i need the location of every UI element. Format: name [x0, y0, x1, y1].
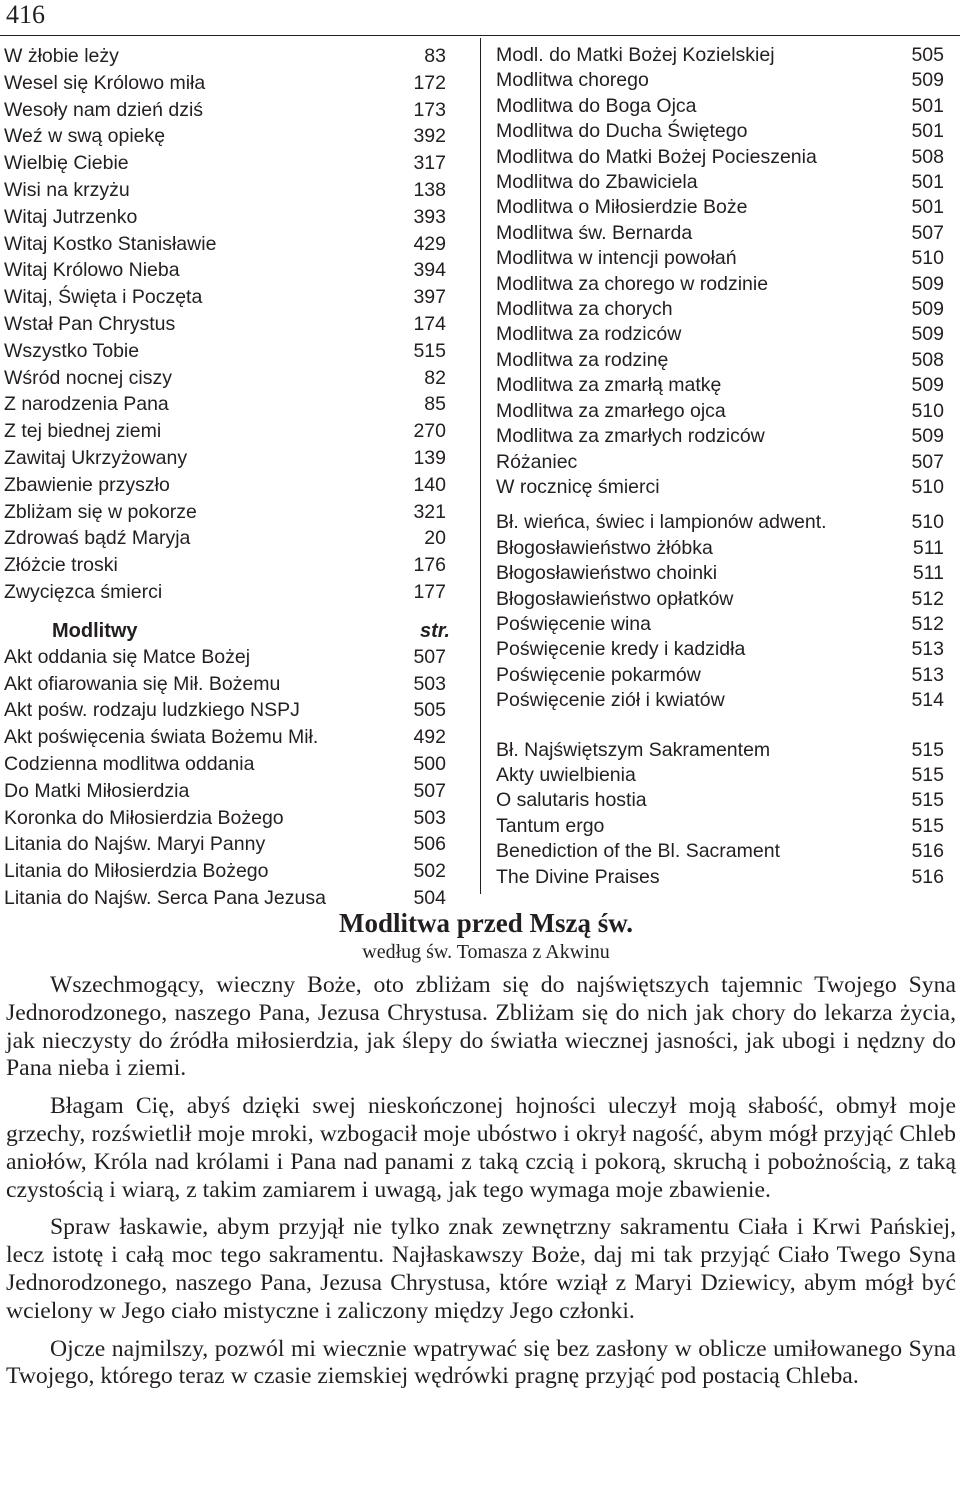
entry-page-number: 515	[911, 789, 944, 812]
entry-page-number: 500	[413, 752, 446, 775]
entry-page-number: 501	[911, 94, 944, 117]
entry-title: Modlitwa za zmarłą matkę	[496, 374, 722, 397]
entry-page-number: 321	[413, 500, 446, 523]
entry-page-number: 82	[424, 366, 446, 389]
index-entry	[496, 348, 944, 373]
entry-title: Błogosławieństwo opłatków	[496, 587, 734, 610]
entry-title: Akt poświęcenia świata Bożemu Mił.	[4, 726, 319, 749]
entry-title: Poświęcenie kredy i kadzidła	[496, 638, 746, 661]
index-entry	[496, 170, 944, 195]
entry-title: Modlitwa za zmarłych rodziców	[496, 425, 765, 448]
entry-page-number: 392	[413, 125, 446, 148]
entry-title: Modlitwa św. Bernarda	[496, 221, 693, 244]
prayer-body	[6, 972, 956, 1391]
prayers-heading-page-label: str.	[419, 619, 450, 642]
index-entry	[4, 499, 450, 526]
index-entry	[4, 552, 450, 579]
entry-page-number: 507	[911, 450, 944, 473]
entry-title: The Divine Praises	[496, 865, 660, 888]
entry-title: Modlitwa do Ducha Świętego	[496, 120, 748, 143]
entry-page-number: 492	[413, 726, 446, 749]
entry-title: Bł. Najświętszym Sakramentem	[496, 738, 771, 761]
index-entry	[4, 644, 450, 671]
index-entry	[4, 311, 450, 338]
index-entry	[4, 391, 450, 418]
index-entry	[4, 365, 450, 392]
entry-title: Modlitwa do Matki Bożej Pocieszenia	[496, 145, 817, 168]
entry-title: Benediction of the Bl. Sacrament	[496, 840, 780, 863]
entry-page-number: 393	[413, 205, 446, 228]
index-entry	[496, 688, 944, 713]
entry-page-number: 503	[413, 672, 446, 695]
entry-page-number: 173	[413, 98, 446, 121]
entry-page-number: 83	[424, 45, 446, 67]
index-entry	[496, 246, 944, 271]
index-entry	[496, 195, 944, 220]
entry-title: Koronka do Miłosierdzia Bożego	[4, 806, 284, 829]
index-entry	[4, 805, 450, 832]
entry-page-number: 20	[424, 527, 446, 550]
index-entry	[4, 204, 450, 231]
index-entry	[4, 123, 450, 150]
entry-title: Tantum ergo	[496, 814, 605, 837]
index-entry	[4, 579, 450, 606]
index-entry	[496, 865, 944, 890]
index-left-column	[4, 43, 450, 912]
entry-title: Akt oddania się Matce Bożej	[4, 645, 251, 668]
entry-title: Modlitwa do Boga Ojca	[496, 94, 697, 117]
entry-title: Modlitwa chorego	[496, 69, 649, 92]
entry-title: Poświęcenie wina	[496, 612, 652, 635]
index-entry	[496, 738, 944, 763]
prayer-index-list-left	[4, 644, 450, 912]
entry-page-number: 516	[911, 865, 944, 888]
entry-title: O salutaris hostia	[496, 789, 647, 812]
entry-page-number: 506	[413, 833, 446, 856]
entry-title: Modl. do Matki Bożej Kozielskiej	[496, 44, 775, 66]
entry-page-number: 503	[413, 806, 446, 829]
index-entry	[496, 94, 944, 119]
entry-page-number: 176	[413, 554, 446, 577]
entry-page-number: 516	[911, 840, 944, 863]
index-entry	[4, 231, 450, 258]
entry-page-number: 509	[911, 272, 944, 295]
entry-title: Wstał Pan Chrystus	[4, 312, 176, 335]
entry-page-number: 509	[911, 374, 944, 397]
entry-title: Weź w swą opiekę	[4, 125, 166, 148]
entry-title: Akty uwielbienia	[496, 763, 636, 786]
index-entry	[496, 450, 944, 475]
index-entry	[496, 272, 944, 297]
index-entry	[4, 724, 450, 751]
index-entry	[496, 475, 944, 500]
entry-page-number: 504	[413, 886, 446, 909]
index-entry	[496, 424, 944, 449]
entry-title: Litania do Miłosierdzia Bożego	[4, 860, 269, 883]
entry-title: Do Matki Miłosierdzia	[4, 779, 190, 802]
entry-title: Wesel się Królowo miła	[4, 71, 206, 94]
entry-title: Bł. wieńca, świec i lampionów adwent.	[496, 511, 827, 534]
entry-title: Akt pośw. rodzaju ludzkiego NSPJ	[4, 699, 300, 722]
entry-page-number: 513	[911, 638, 944, 661]
index-entry	[4, 778, 450, 805]
entry-page-number: 502	[413, 860, 446, 883]
top-rule	[0, 35, 960, 36]
index-entry	[496, 612, 944, 637]
entry-page-number: 509	[911, 323, 944, 346]
entry-page-number: 177	[413, 580, 446, 603]
entry-title: Witaj Kostko Stanisławie	[4, 232, 217, 255]
entry-title: Poświęcenie ziół i kwiatów	[496, 689, 725, 712]
prayer-index-group-1	[496, 43, 944, 500]
index-entry	[496, 663, 944, 688]
prayer-subtitle: według św. Tomasza z Akwinu	[362, 941, 610, 963]
index-entry	[4, 671, 450, 698]
entry-page-number: 515	[911, 763, 944, 786]
group-spacer	[496, 500, 944, 510]
index-entry	[496, 814, 944, 839]
entry-page-number: 515	[911, 814, 944, 837]
index-entry	[4, 284, 450, 311]
entry-page-number: 514	[911, 689, 944, 712]
entry-title: Codzienna modlitwa oddania	[4, 752, 255, 775]
entry-title: Wielbię Ciebie	[4, 152, 129, 175]
entry-page-number: 515	[413, 339, 446, 362]
entry-title: Litania do Najśw. Maryi Panny	[4, 833, 266, 856]
entry-page-number: 85	[424, 393, 446, 416]
entry-page-number: 270	[413, 420, 446, 443]
entry-title: Modlitwa do Zbawiciela	[496, 171, 698, 194]
prayers-section-heading	[4, 618, 450, 644]
index-entry	[4, 445, 450, 472]
prayer-paragraph: Wszechmogący, wieczny Boże, oto zbliżam się do najświętszych tajemnic Twojego Syna Jednorodzonego, naszego Pana, Jezusa Chrystusa. Zbliżam się do nich jak chory do lekarza życia, jak nieczysty do źródła miłosierdzia, jak ślepy do światła wiecznej jasności, jak ubogi i nędzny do Pana nieba i ziemi.	[6, 972, 956, 1082]
index-entry	[496, 561, 944, 586]
index-entry	[4, 43, 450, 70]
entry-page-number: 509	[911, 425, 944, 448]
entry-page-number: 174	[413, 312, 446, 335]
entry-page-number: 172	[413, 71, 446, 94]
entry-page-number: 140	[413, 473, 446, 496]
index-entry	[4, 418, 450, 445]
entry-page-number: 501	[911, 196, 944, 219]
entry-page-number: 511	[912, 536, 944, 559]
entry-title: Witaj, Święta i Poczęta	[4, 286, 203, 309]
index-entry	[4, 858, 450, 885]
entry-page-number: 394	[413, 259, 446, 282]
entry-title: Zbliżam się w pokorze	[4, 500, 197, 523]
index-entry	[4, 150, 450, 177]
entry-title: Akt ofiarowania się Mił. Bożemu	[4, 672, 281, 695]
entry-title: Witaj Królowo Nieba	[4, 259, 180, 282]
index-entry	[496, 839, 944, 864]
entry-page-number: 138	[413, 178, 446, 201]
index-entry	[4, 338, 450, 365]
index-right-column	[496, 43, 944, 890]
page-number: 416	[6, 0, 45, 29]
entry-title: Modlitwa w intencji powołań	[496, 247, 737, 270]
prayer-paragraph: Ojcze najmilszy, pozwól mi wiecznie wpatrywać się bez zasłony w oblicze umiłowanego Syna Twojego, którego teraz w czasie ziemskiej wędrówki pragnę przyjąć pod postacią Chleba.	[6, 1335, 956, 1390]
group-spacer	[496, 714, 944, 738]
entry-page-number: 510	[911, 247, 944, 270]
index-entry	[496, 637, 944, 662]
index-entry	[496, 68, 944, 93]
entry-title: Wisi na krzyżu	[4, 178, 130, 201]
entry-title: Witaj Jutrzenko	[4, 205, 138, 228]
eucharistic-index-group	[496, 738, 944, 890]
prayer-paragraph: Błagam Cię, abyś dzięki swej nieskończonej hojności uleczył moją słabość, obmył moje grzechy, rozświetlił moje mroki, wzbogacił moje ubóstwo i okrył nagość, abym mógł przyjąć Chleb aniołów, Króla nad królami i Pana nad panami z taką czcią i pokorą, skruchą i pobożnością, z taką czystością i wiarą, z takim zamiarem i uwagą, jak tego wymaga moje zbawienie.	[6, 1093, 956, 1203]
entry-page-number: 510	[911, 511, 944, 534]
entry-title: Modlitwa za rodzinę	[496, 348, 669, 371]
index-entry	[4, 177, 450, 204]
entry-title: Litania do Najśw. Serca Pana Jezusa	[4, 886, 326, 909]
index-entry	[496, 373, 944, 398]
entry-page-number: 510	[911, 475, 944, 498]
entry-title: Wśród nocnej ciszy	[4, 366, 172, 389]
prayer-title: Modlitwa przed Mszą św.	[339, 908, 633, 938]
index-entry	[496, 297, 944, 322]
entry-page-number: 507	[413, 779, 446, 802]
index-entry	[4, 472, 450, 499]
entry-title: Zwycięzca śmierci	[4, 580, 163, 603]
index-entry	[496, 322, 944, 347]
entry-title: Zawitaj Ukrzyżowany	[4, 446, 188, 469]
entry-page-number: 511	[912, 562, 944, 585]
entry-title: Błogosławieństwo żłóbka	[496, 536, 713, 559]
song-index-list	[4, 43, 450, 606]
index-entry	[496, 145, 944, 170]
index-entry	[496, 510, 944, 535]
entry-page-number: 508	[911, 348, 944, 371]
index-entry	[496, 788, 944, 813]
index-entry	[4, 525, 450, 552]
index-entry	[4, 697, 450, 724]
entry-page-number: 501	[911, 171, 944, 194]
entry-title: Z narodzenia Pana	[4, 393, 169, 416]
entry-page-number: 317	[413, 152, 446, 175]
index-entry	[496, 43, 944, 68]
index-entry	[4, 831, 450, 858]
entry-title: Zdrowaś bądź Maryja	[4, 527, 191, 550]
prayers-heading-label: Modlitwy	[52, 619, 138, 642]
entry-title: Zbawienie przyszło	[4, 473, 170, 496]
entry-page-number: 513	[911, 663, 944, 686]
entry-title: W żłobie leży	[4, 45, 119, 67]
entry-page-number: 505	[413, 699, 446, 722]
index-entry	[496, 119, 944, 144]
entry-title: Modlitwa za chorego w rodzinie	[496, 272, 769, 295]
entry-title: Złóżcie troski	[4, 554, 118, 577]
entry-page-number: 505	[911, 44, 944, 66]
entry-title: Różaniec	[496, 450, 578, 473]
entry-title: Modlitwa o Miłosierdzie Boże	[496, 196, 748, 219]
index-entry	[496, 536, 944, 561]
index-entry	[4, 257, 450, 284]
prayer-paragraph: Spraw łaskawie, abym przyjął nie tylko znak zewnętrzny sakramentu Ciała i Krwi Pańskiej, lecz istotę i całą moc tego sakramentu. Najłaskawszy Boże, daj mi tak przyjąć Ciało Twego Syna Jednorodzonego, naszego Pana, Jezusa Chrystusa, które wziął z Maryi Dziewicy, abym mógł być wcielony w Jego ciało mistyczne i zaliczony między Jego członki.	[6, 1214, 956, 1324]
index-entry	[496, 221, 944, 246]
entry-page-number: 508	[911, 145, 944, 168]
entry-page-number: 429	[413, 232, 446, 255]
blessing-index-group	[496, 510, 944, 713]
entry-page-number: 515	[911, 738, 944, 761]
index-entry	[4, 97, 450, 124]
entry-title: W rocznicę śmierci	[496, 475, 660, 498]
index-entry	[4, 751, 450, 778]
column-divider	[480, 38, 481, 894]
entry-page-number: 509	[911, 69, 944, 92]
entry-page-number: 507	[413, 645, 446, 668]
index-entry	[496, 763, 944, 788]
entry-page-number: 507	[911, 221, 944, 244]
index-entry	[4, 70, 450, 97]
index-entry	[496, 587, 944, 612]
entry-page-number: 512	[911, 587, 944, 610]
entry-page-number: 139	[413, 446, 446, 469]
entry-title: Modlitwa za chorych	[496, 298, 673, 321]
entry-title: Poświęcenie pokarmów	[496, 663, 701, 686]
entry-page-number: 501	[911, 120, 944, 143]
entry-page-number: 510	[911, 399, 944, 422]
entry-title: Wesoły nam dzień dziś	[4, 98, 204, 121]
entry-title: Modlitwa za zmarłego ojca	[496, 399, 726, 422]
index-entry	[496, 399, 944, 424]
entry-page-number: 512	[911, 612, 944, 635]
entry-page-number: 397	[413, 286, 446, 309]
entry-title: Błogosławieństwo choinki	[496, 562, 718, 585]
prayer-section	[6, 906, 956, 1401]
entry-title: Z tej biednej ziemi	[4, 420, 162, 443]
entry-page-number: 509	[911, 298, 944, 321]
entry-title: Wszystko Tobie	[4, 339, 140, 362]
entry-title: Modlitwa za rodziców	[496, 323, 682, 346]
